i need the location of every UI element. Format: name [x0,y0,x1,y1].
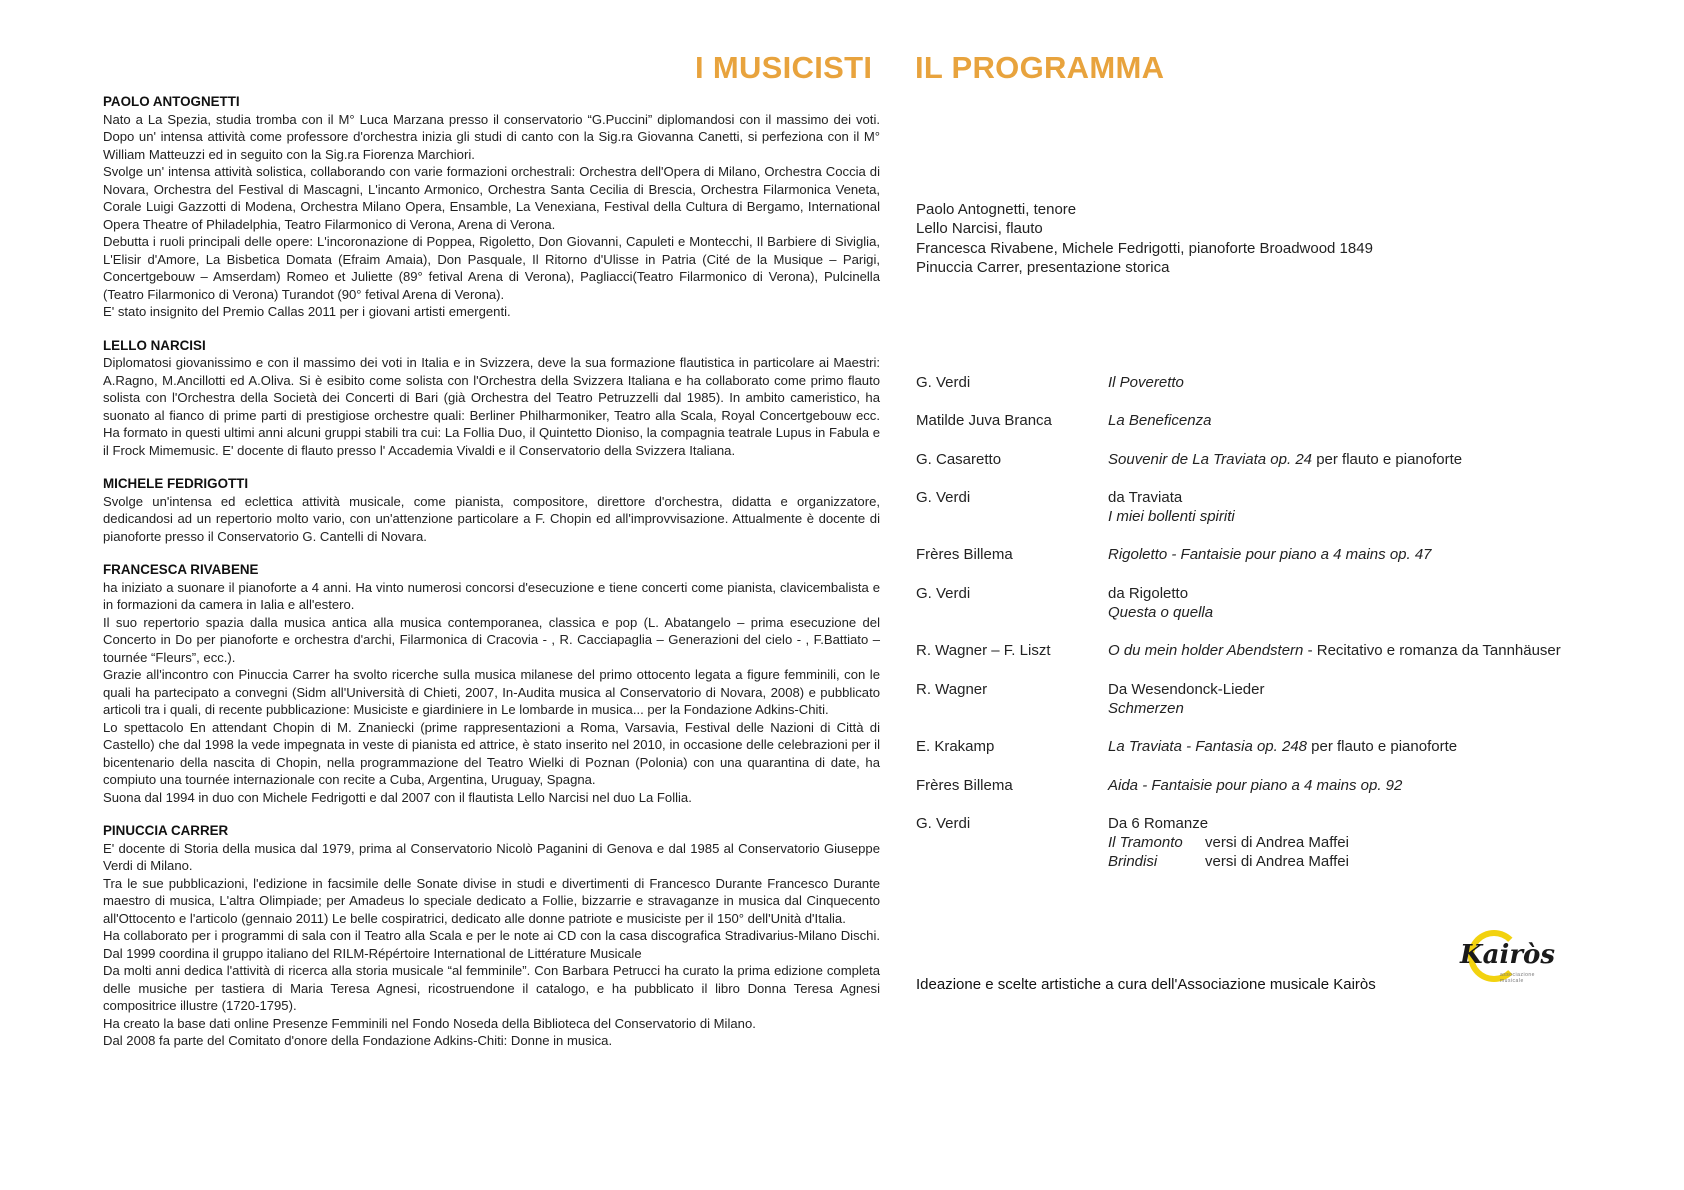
work-line [1108,737,1457,756]
program-item [916,545,1656,564]
work [1108,373,1184,392]
composer: Frères Billema [916,546,1013,564]
work-line [1108,584,1213,603]
work-detail: versi di Andrea Maffei [1205,834,1349,852]
composer: E. Krakamp [916,738,995,756]
work-line [1108,411,1211,430]
logo-subtext: associazione musicale [1500,972,1535,984]
work [1108,488,1235,527]
work-detail: da Traviata [1108,488,1183,506]
program-list [916,373,1656,891]
work [1108,680,1264,719]
program-item [916,584,1656,623]
work-detail: da Rigoletto [1108,584,1189,602]
bio-text: Diplomatosi giovanissimo e con il massimo dei voti in Italia e in Svizzera, deve la sua formazione flautistica in particolare ai Maestri: A.Ragno, M.Ancillotti ed A.Oliva. Si è esibito come solista con l'Orchestra della Svizzera Italiana e ha collaborato come primo flauto solista con l'Orchestra della Società dei Concerti di Bari (già Orchestra del Teatro Petruzzelli dal 1985). In ambito cameristico, ha suonato al fianco di prime parti di prestigiose orchestre quali: Berliner Philharmoniker, Teatro alla Scala, Royal Concertgebouw ecc. Ha formato in questi ultimi anni alcuni gruppi stabili tra cui: La Follia Duo, il Quintetto Dioniso, la compagnia teatrale Lupus in Fabula e il Frock Mimemusic. E' docente di flauto presso l' Accademia Vivaldi e il Conservatorio della Svizzera Italiana. [103,355,880,458]
bio-name: FRANCESCA RIVABENE [103,562,259,577]
performer-line: Francesca Rivabene, Michele Fedrigotti, pianoforte Broadwood 1849 [916,239,1373,257]
bio-name: PINUCCIA CARRER [103,823,229,838]
performer-line: Lello Narcisi, flauto [916,220,1043,238]
bio-text: Nato a La Spezia, studia tromba con il M° Luca Marzana presso il conservatorio “G.Puccini” diplomandosi con il massimo dei voti. Dopo un' intensa attività come professore d'orchestra inizia gli studi di canto con la Sig.ra Giovanna Canetti, si perfeziona con il M° William Matteuzzi ed in seguito con la Sig.ra Fiorenza Marchiori. Svolge un' intensa attività solistica, collaborando con varie formazioni orchestrali: Orchestra dell'Opera di Milano, Orchestra Coccia di Novara, Orchestra del Festival di Mascagni, L'incanto Armonico, Orchestra Santa Cecilia di Brescia, Orchestra Filarmonica Veneta, Corale Luigi Gazzotti di Modena, Orchestra Milano Opera, Ensamble, La Venexiana, Festival della Cultura di Bergamo, International Opera Theatre of Philadelphia, Teatro Filarmonico di Verona, Arena di Verona. Debutta i ruoli principali delle opere: L'incoronazione di Poppea, Rigoletto, Don Giovanni, Capuleti e Montecchi, Il Barbiere di Siviglia, L'Elisir d'Amore, La Bisbetica Domata (Efraim Amaia), Don Pasquale, Il Ritorno d'Ulisse in Patria (Cité de la Musique – Parigi, Concertgebouw – Amserdam) Romeo et Juliette (89° fetival Arena di Verona), Pagliacci(Teatro Filarmonico di Verona), Pulcinella (Teatro Filarmonico di Verona) Turandot (90° fetival Arena di Verona). E' stato insignito del Premio Callas 2011 per i giovani artisti emergenti. [103,111,880,319]
bio-section [103,475,880,545]
work-line [1108,488,1235,507]
bio-section [103,822,880,1050]
work-title: Questa o quella [1108,604,1214,622]
program-item [916,641,1656,660]
work-detail: per flauto e pianoforte [1312,450,1463,468]
composer: G. Verdi [916,488,971,506]
work-detail: Da Wesendonck-Lieder [1108,680,1265,698]
bio-text: E' docente di Storia della musica dal 1979, prima al Conservatorio Nicolò Paganini di Genova e dal 1985 al Conservatorio Giuseppe Verdi di Milano. Tra le sue pubblicazioni, l'edizione in facsimile delle Sonate divise in studi e divertimenti di Francesco Durante Francesco Durante maestro di musica, L'altra Olimpiade; per Amadeus lo speciale dedicato a Follie, bizzarrie e stravaganze in musica dal Cinquecento all'Ottocento e l'articolo (gennaio 2011) Le belle cospiratrici, dedicato alle donne patriote e musiciste per il 150° dell'Unità d'Italia. Ha collaborato per i programmi di sala con il Teatro alla Scala e per le note ai CD con la casa discografica Stradivarius-Milano Dischi. Dal 1999 coordina il gruppo italiano del RILM-Répértoire International de Littérature Musicale Da molti anni dedica l'attività di ricerca alla storia musicale “al femminile”. Con Barbara Petrucci ha curato la prima edizione completa delle musiche per tastiera di Maria Teresa Agnesi, ricostruendone il catalogo, e ha pubblicato il libro Donna Teresa Agnesi compositrice illustre (1720-1795). Ha creato la base dati online Presenze Femminili nel Fondo Noseda della Biblioteca del Conservatorio di Milano. Dal 2008 fa parte del Comitato d'onore della Fondazione Adkins-Chiti: Donne in musica. [103,840,880,1048]
work-title: Schmerzen [1108,699,1184,717]
bio-section [103,93,880,321]
composer: G. Verdi [916,584,971,602]
work [1108,411,1211,430]
work-line [1108,852,1349,871]
work-title: Brindisi [1108,853,1158,871]
composer: Matilde Juva Branca [916,412,1052,430]
work-title: La Beneficenza [1108,412,1212,430]
composer: G. Verdi [916,814,971,832]
bio-section [103,561,880,806]
work-detail: Da 6 Romanze [1108,814,1209,832]
work-line [1108,545,1432,564]
bio-text: Svolge un'intensa ed eclettica attività musicale, come pianista, compositore, direttore d'orchestra, didatta e organizzatore, dedicandosi ad un repertorio molto vario, con un'attenzione particolare a F. Chopin ed all'improvvisazione. Attualmente è docente di pianoforte presso il Conservatorio G. Cantelli di Novara. [103,493,880,544]
work-title: Il Poveretto [1108,374,1184,391]
work-line [1108,699,1264,718]
program-item [916,737,1656,756]
composer: Frères Billema [916,776,1013,794]
work-line [1108,833,1349,852]
program-item [916,411,1656,430]
work-title: O du mein holder Abendstern [1108,642,1304,660]
work-title: Rigoletto - Fantaisie pour piano a 4 mains op. 47 [1108,546,1432,564]
work-detail: versi di Andrea Maffei [1205,853,1349,871]
work-line [1108,507,1235,526]
program-item [916,488,1656,527]
work-line [1108,641,1561,660]
work-line [1108,603,1213,622]
performer-line: Paolo Antognetti, tenore [916,201,1077,218]
program-item [916,776,1656,795]
musicians-bios [103,93,880,1066]
program-item [916,373,1656,392]
composer: R. Wagner – F. Liszt [916,642,1051,660]
bio-name: LELLO NARCISI [103,337,206,353]
program-title: IL PROGRAMMA [915,50,1165,85]
work-line [1108,776,1402,795]
work [1108,545,1432,564]
bio-text: ha iniziato a suonare il pianoforte a 4 anni. Ha vinto numerosi concorsi d'esecuzione e tiene concerti come pianista, clavicembalista e in formazioni da camera in Ialia e all'estero. Il suo repertorio spazia dalla musica antica alla musica contemporanea, classica e pop (L. Abatangelo – prima esecuzione del Concerto in Do per pianoforte e orchestra d'archi, Filarmonica di Cracovia - , R. Cacciapaglia – Generazioni del cielo - , F.Battiato – tournée “Fleurs”, ecc.). Grazie all'incontro con Pinuccia Carrer ha svolto ricerche sulla musica milanese del primo ottocento legata a figure femminili, con le quali ha partecipato a convegni (Sidm all'Università di Chieti, 2007, In-Audita musica al Conservatorio di Novara, 2008) e pubblicato articoli tra i quali, di recente pubblicazione: Musiciste e giardiniere in Le lombarde in musica... per la Fondazione Adkins-Chiti. Lo spettacolo En attendant Chopin di M. Znaniecki (prime rappresentazioni a Roma, Varsavia, Festival delle Nazioni di Città di Castello) che dal 1998 la vede impegnata in veste di pianista ed attrice, è stato inserito nel 2010, in occasione delle celebrazioni per il bicentenario della nascita di Chopin, nella programmazione del Teatro Wielki di Poznan (Polonia) con una quarantina di date, ha compiuto una tournée internazionale con recite a Cuba, Argentina, Uruguay, Spagna. Suona dal 1994 in duo con Michele Fedrigotti e dal 2007 con il flautista Lello Narcisi nel duo La Follia. [103,579,880,805]
work-title: La Traviata - Fantasia op. 248 [1108,738,1307,756]
footer-credit: Ideazione e scelte artistiche a cura dell'Associazione musicale Kairòs [916,976,1376,993]
musicians-title: I MUSICISTI [695,50,873,85]
work [1108,641,1561,660]
program-item [916,680,1656,719]
bio-section [103,337,880,460]
work-line [1108,814,1349,833]
bio-name: MICHELE FEDRIGOTTI [103,476,249,491]
work [1108,776,1402,795]
work [1108,814,1349,872]
work-title: Aida - Fantaisie pour piano a 4 mains op. 92 [1108,776,1403,794]
work-title: Souvenir de La Traviata op. 24 [1108,450,1313,468]
work [1108,584,1213,623]
work-detail: - Recitativo e romanza da Tannhäuser [1303,642,1561,660]
performers-list [916,200,1373,277]
program-item [916,814,1656,872]
work-line [1108,680,1264,699]
work-line [1108,373,1184,392]
performer-line: Pinuccia Carrer, presentazione storica [916,258,1170,276]
logo-text: Kairòs [1460,940,1555,970]
work-title: I miei bollenti spiriti [1108,508,1235,526]
kairos-logo [1460,930,1560,994]
composer: R. Wagner [916,680,988,698]
composer: G. Casaretto [916,450,1002,468]
program-item [916,450,1656,469]
composer: G. Verdi [916,374,971,391]
work [1108,450,1462,469]
bio-name: PAOLO ANTOGNETTI [103,94,240,109]
work-title: Il Tramonto [1108,834,1183,852]
work [1108,737,1457,756]
work-line [1108,450,1462,469]
work-detail: per flauto e pianoforte [1307,738,1458,756]
